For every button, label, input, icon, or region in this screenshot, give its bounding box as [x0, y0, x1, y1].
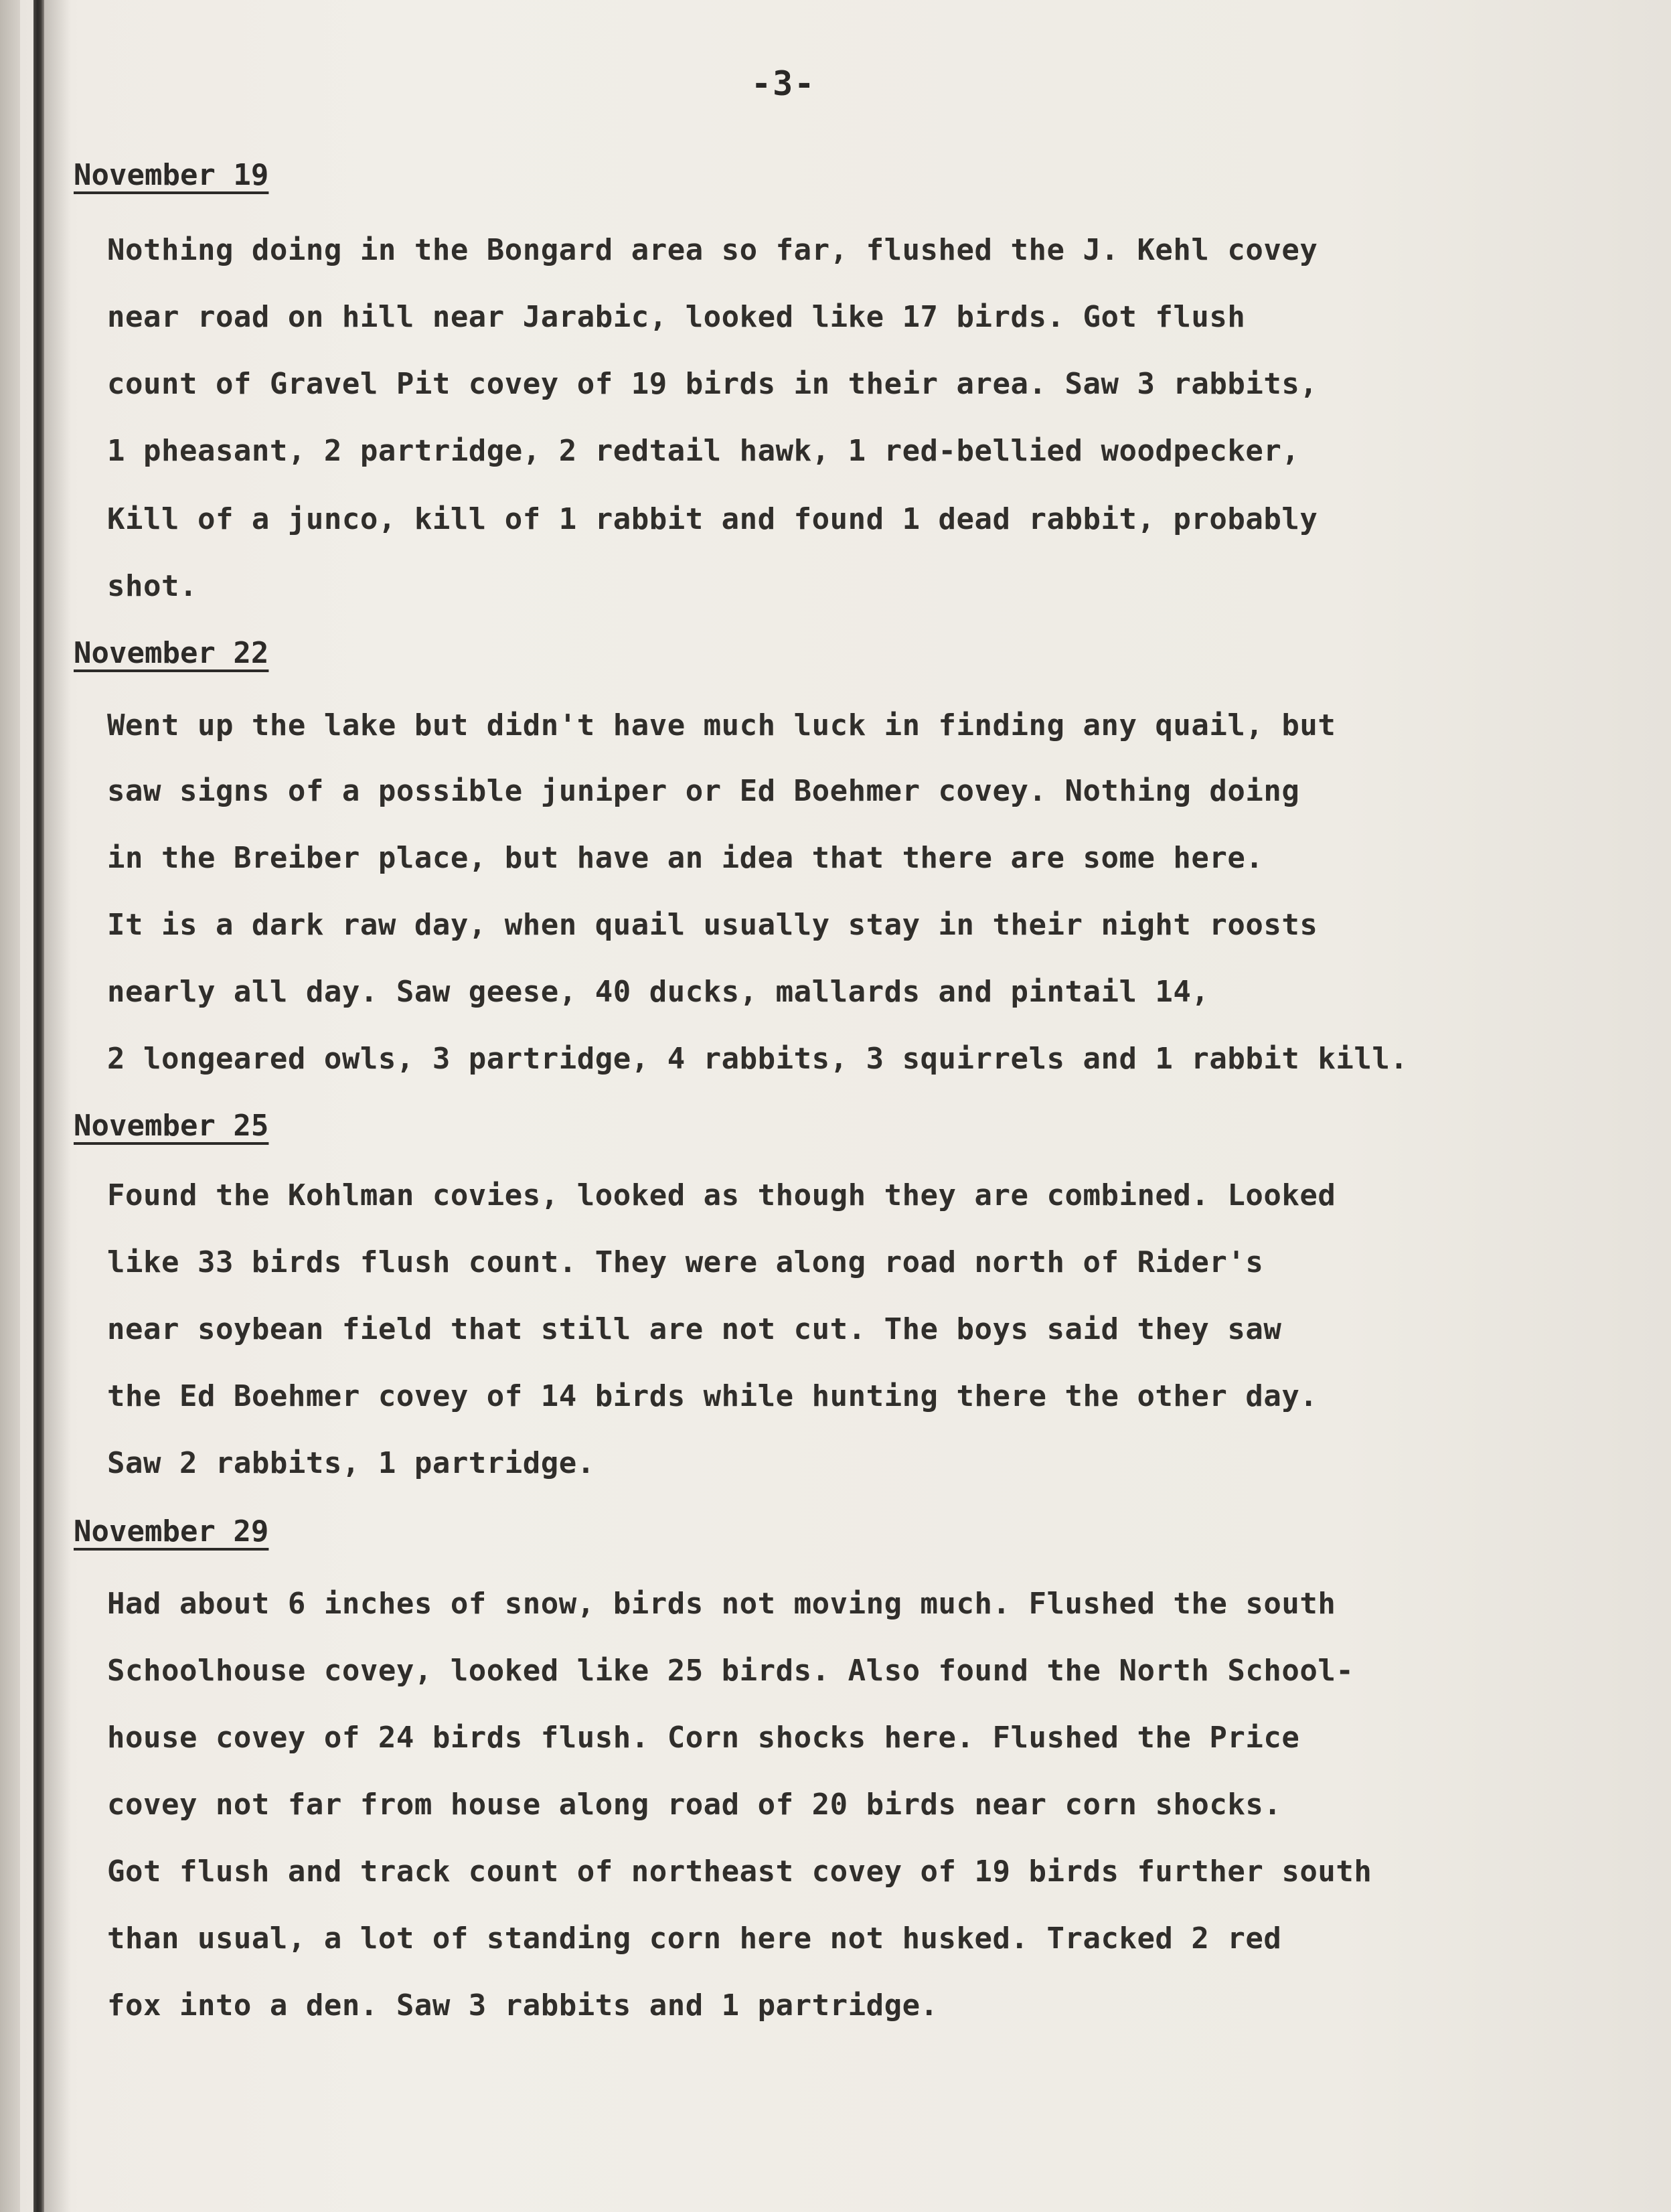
entry-line: the Ed Boehmer covey of 14 birds while hunting there the other day. — [107, 1379, 1318, 1413]
entry-line: count of Gravel Pit covey of 19 birds in their area. Saw 3 rabbits, — [107, 367, 1318, 401]
entry-line: near road on hill near Jarabic, looked like 17 birds. Got flush — [107, 300, 1246, 334]
spine-shadow — [44, 0, 71, 2212]
entry-line: Schoolhouse covey, looked like 25 birds. Also found the North School- — [107, 1654, 1354, 1688]
binder-spine — [33, 0, 44, 2212]
entry-line: Got flush and track count of northeast covey of 19 birds further south — [107, 1854, 1372, 1889]
entry-line: 1 pheasant, 2 partridge, 2 redtail hawk, 1 red-bellied woodpecker, — [107, 434, 1300, 468]
entry-date-november-22: November 22 — [74, 636, 269, 670]
entry-line: It is a dark raw day, when quail usually stay in their night roosts — [107, 908, 1318, 942]
entry-line: fox into a den. Saw 3 rabbits and 1 partridge. — [107, 1988, 939, 2023]
entry-line: 2 longeared owls, 3 partridge, 4 rabbits, 3 squirrels and 1 rabbit kill. — [107, 1042, 1409, 1076]
entry-line: like 33 birds flush count. They were along road north of Rider's — [107, 1245, 1264, 1279]
entry-line: saw signs of a possible juniper or Ed Boehmer covey. Nothing doing — [107, 774, 1300, 808]
entry-line: in the Breiber place, but have an idea that there are some here. — [107, 841, 1264, 875]
entry-line: Had about 6 inches of snow, birds not moving much. Flushed the south — [107, 1587, 1336, 1621]
entry-line: covey not far from house along road of 20 birds near corn shocks. — [107, 1788, 1282, 1822]
entry-date-november-19: November 19 — [74, 158, 269, 192]
page-number: -3- — [751, 64, 816, 103]
binding-edge — [0, 0, 20, 2212]
entry-line: Saw 2 rabbits, 1 partridge. — [107, 1446, 595, 1480]
entry-line: Went up the lake but didn't have much luck in finding any quail, but — [107, 708, 1336, 742]
entry-date-november-29: November 29 — [74, 1514, 269, 1549]
entry-line: Nothing doing in the Bongard area so far, flushed the J. Kehl covey — [107, 233, 1318, 267]
entry-line: near soybean field that still are not cut. The boys said they saw — [107, 1312, 1282, 1346]
entry-line: nearly all day. Saw geese, 40 ducks, mallards and pintail 14, — [107, 975, 1210, 1009]
entry-line: house covey of 24 birds flush. Corn shocks here. Flushed the Price — [107, 1721, 1300, 1755]
entry-line: shot. — [107, 569, 197, 603]
entry-line: than usual, a lot of standing corn here not husked. Tracked 2 red — [107, 1921, 1282, 1956]
entry-line: Kill of a junco, kill of 1 rabbit and found 1 dead rabbit, probably — [107, 502, 1318, 536]
entry-line: Found the Kohlman covies, looked as though they are combined. Looked — [107, 1178, 1336, 1212]
entry-date-november-25: November 25 — [74, 1109, 269, 1143]
